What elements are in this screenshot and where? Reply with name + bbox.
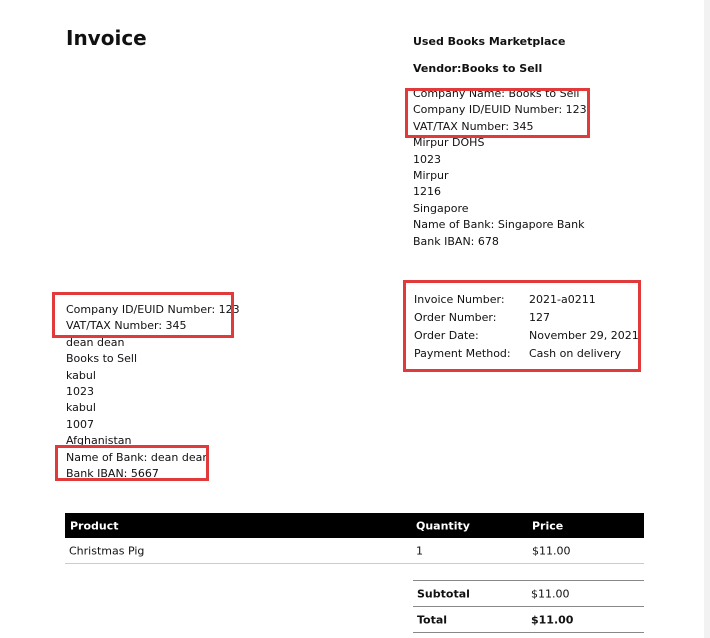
total-label: Total xyxy=(417,613,448,626)
row-divider xyxy=(65,563,644,564)
price-cell: $11.00 xyxy=(532,544,571,557)
vendor-vat-number: VAT/TAX Number: 345 xyxy=(413,119,534,133)
order-details-highlight xyxy=(403,280,641,372)
subtotal-row xyxy=(413,581,644,606)
invoice-number-label: Invoice Number: xyxy=(414,292,505,306)
vendor-company-name: Company Name: Books to Sell xyxy=(413,87,580,100)
table-row xyxy=(65,538,644,563)
marketplace-name: Used Books Marketplace xyxy=(413,35,566,48)
buyer-company-id: Company ID/EUID Number: 123 xyxy=(66,303,240,316)
order-number-value: 127 xyxy=(529,310,550,324)
page-edge xyxy=(704,0,710,638)
vendor-header xyxy=(413,34,565,78)
subtotal-value: $11.00 xyxy=(531,587,570,600)
total-row xyxy=(413,607,644,632)
buyer-bank-name: Name of Bank: dean dean xyxy=(66,450,210,464)
vendor-bank-iban: Bank IBAN: 678 xyxy=(413,234,499,248)
vendor-city: Mirpur xyxy=(413,169,449,183)
order-date-label: Order Date: xyxy=(414,328,479,342)
total-value: $11.00 xyxy=(531,613,574,626)
buyer-street: kabul xyxy=(66,368,96,382)
order-number-label: Order Number: xyxy=(414,310,497,324)
vendor-street: Mirpur DOHS xyxy=(413,136,485,150)
product-cell: Christmas Pig xyxy=(69,544,145,557)
buyer-bank-highlight xyxy=(55,445,209,481)
vendor-house-number: 1023 xyxy=(413,152,441,166)
buyer-country: Afghanistan xyxy=(66,434,132,448)
payment-method-value: Cash on delivery xyxy=(529,346,621,360)
vendor-company-highlight xyxy=(405,88,590,138)
vendor-bank-name: Name of Bank: Singapore Bank xyxy=(413,218,585,232)
vendor-company-id: Company ID/EUID Number: 123 xyxy=(413,103,587,117)
quantity-cell: 1 xyxy=(416,544,423,557)
buyer-house-number: 1023 xyxy=(66,385,94,399)
order-date-value: November 29, 2021 xyxy=(529,328,639,342)
vendor-name: Vendor:Books to Sell xyxy=(413,62,543,76)
buyer-name: dean dean xyxy=(66,335,125,349)
buyer-city: kabul xyxy=(66,401,96,415)
quantity-column-header: Quantity xyxy=(416,519,470,532)
buyer-postcode: 1007 xyxy=(66,417,94,431)
price-column-header: Price xyxy=(532,519,564,532)
vendor-country: Singapore xyxy=(413,201,469,215)
subtotal-label: Subtotal xyxy=(417,587,470,600)
buyer-bank-iban: Bank IBAN: 5667 xyxy=(66,467,159,481)
payment-method-label: Payment Method: xyxy=(414,346,511,360)
buyer-vat-number: VAT/TAX Number: 345 xyxy=(66,319,187,333)
invoice-number-value: 2021-a0211 xyxy=(529,292,596,306)
product-column-header: Product xyxy=(70,519,119,532)
vendor-postcode: 1216 xyxy=(413,185,441,199)
table-header xyxy=(65,513,644,538)
buyer-company-highlight xyxy=(52,292,234,338)
invoice-title: Invoice xyxy=(66,26,147,50)
buyer-company: Books to Sell xyxy=(66,352,138,366)
totals-divider xyxy=(413,632,644,633)
